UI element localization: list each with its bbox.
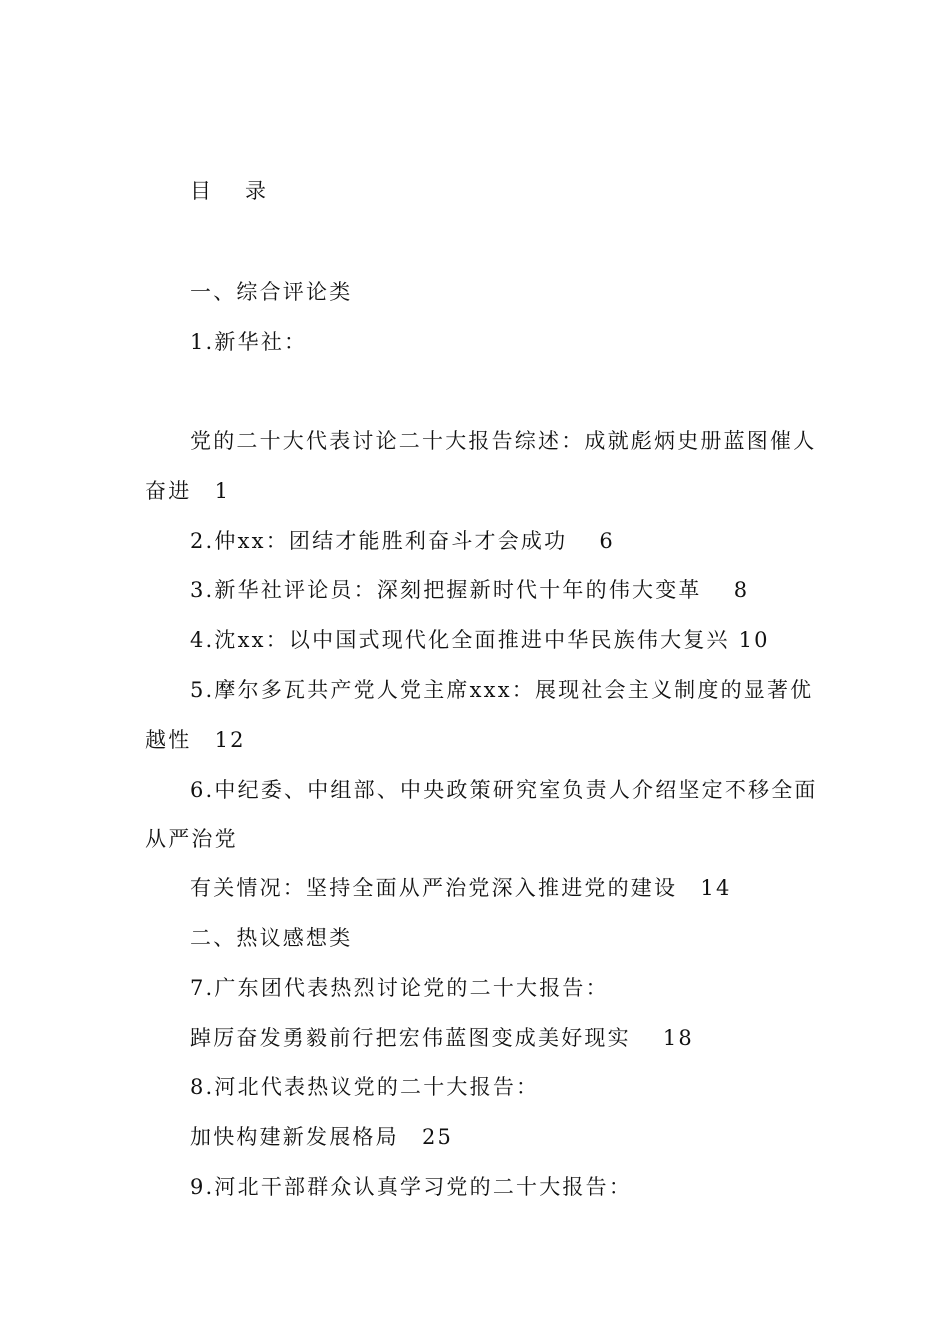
toc-title-char-2: 录 — [245, 179, 266, 203]
section-heading-2: 二、热议感想类 — [190, 926, 353, 950]
toc-item-4: 4.沈xx：以中国式现代化全面推进中华民族伟大复兴 10 — [190, 628, 770, 652]
toc-item-6-line-2: 从严治党 — [145, 827, 238, 851]
toc-item-1-line-1: 党的二十大代表讨论二十大报告综述：成就彪炳史册蓝图催人 — [190, 429, 817, 453]
toc-title — [190, 177, 266, 205]
toc-item-1-head: 1.新华社： — [190, 330, 308, 354]
toc-item-8-head: 8.河北代表热议党的二十大报告： — [190, 1075, 540, 1099]
toc-item-8-line: 加快构建新发展格局 25 — [190, 1125, 454, 1149]
toc-item-6-line-3: 有关情况：坚持全面从严治党深入推进党的建设 14 — [190, 876, 732, 900]
toc-item-7-line: 踔厉奋发勇毅前行把宏伟蓝图变成美好现实 18 — [190, 1026, 694, 1050]
toc-item-9-head: 9.河北干部群众认真学习党的二十大报告： — [190, 1175, 633, 1199]
toc-item-1-line-2: 奋进 1 — [145, 479, 231, 503]
toc-item-5-line-1: 5.摩尔多瓦共产党人党主席xxx：展现社会主义制度的显著优 — [190, 678, 814, 702]
toc-item-3: 3.新华社评论员：深刻把握新时代十年的伟大变革 8 — [190, 578, 750, 602]
toc-item-6-line-1: 6.中纪委、中组部、中央政策研究室负责人介绍坚定不移全面 — [190, 778, 818, 802]
section-heading-1: 一、综合评论类 — [190, 280, 353, 304]
toc-item-2: 2.仲xx：团结才能胜利奋斗才会成功 6 — [190, 529, 615, 553]
toc-item-7-head: 7.广东团代表热烈讨论党的二十大报告： — [190, 976, 609, 1000]
toc-title-char-1: 目 — [190, 179, 211, 203]
toc-item-5-line-2: 越性 12 — [145, 728, 246, 752]
